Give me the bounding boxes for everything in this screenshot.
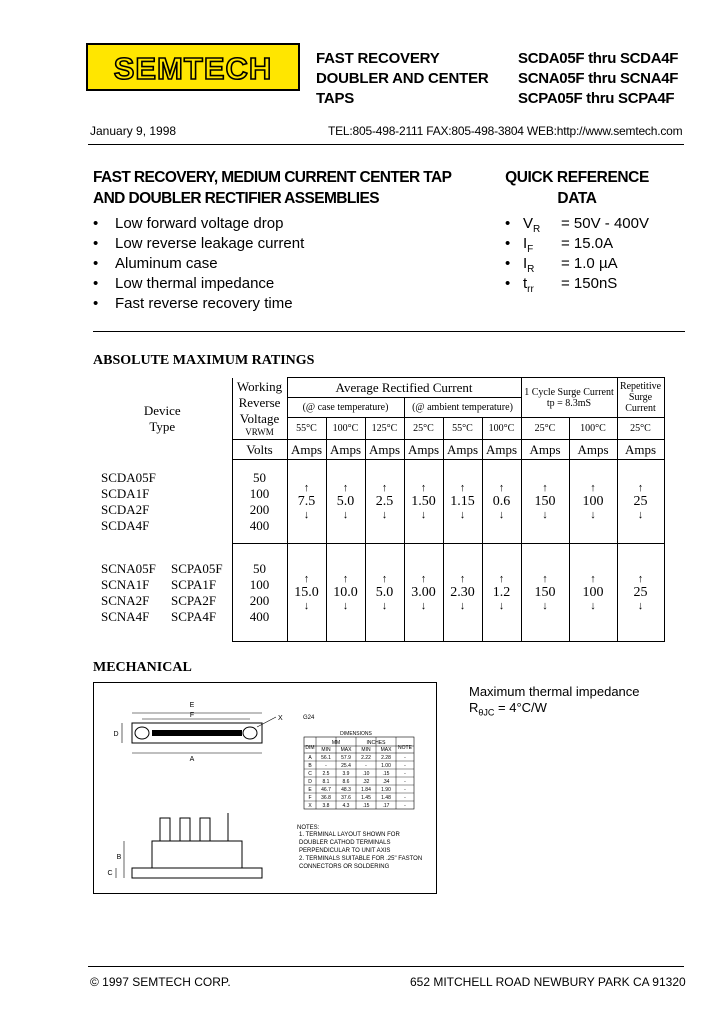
- main-title: [93, 167, 451, 209]
- surge-current-header: [521, 378, 617, 418]
- current-value: 0.6: [492, 493, 511, 509]
- arrow-up-icon: ↑: [637, 572, 644, 585]
- current-value: 100: [582, 493, 604, 509]
- current-value: 150: [534, 493, 556, 509]
- mounting-hole-right: [243, 727, 257, 739]
- part-range: SCPA05F thru SCPA4F: [518, 90, 675, 107]
- current-cell: [617, 544, 664, 642]
- part-range: SCNA05F thru SCNA4F: [518, 70, 679, 87]
- qr-symbol: V: [523, 215, 534, 232]
- dim-cell: E: [308, 787, 312, 793]
- arrow-down-icon: ↓: [342, 508, 349, 521]
- dim-cell: 56.1: [321, 755, 331, 761]
- device-type: SCNA4F: [101, 608, 150, 624]
- label-c: C: [107, 870, 113, 877]
- note-item: 2. TERMINALS SUITABLE FOR .25" FASTON CONNECTORS OR SOLDERING: [299, 856, 423, 870]
- mechanical-drawing: [93, 682, 437, 894]
- device-type: SCDA4F: [101, 517, 150, 533]
- temp-header: 25°C: [521, 418, 569, 440]
- current-value: 100: [582, 584, 604, 600]
- terminal-1: [160, 818, 170, 841]
- feature-text: Fast reverse recovery time: [115, 295, 293, 312]
- voltage-value: 50: [253, 469, 266, 485]
- arrow-down-icon: ↓: [459, 599, 466, 612]
- case-temp-header: (@ case temperature): [287, 398, 404, 418]
- arrow-down-icon: ↓: [498, 508, 505, 521]
- case-slot: [152, 730, 242, 736]
- header-text: Current: [625, 403, 656, 414]
- voltage-value: 100: [249, 576, 270, 592]
- temp-header: 55°C: [287, 418, 326, 440]
- feature-text: Low forward voltage drop: [115, 215, 284, 232]
- unit-amps: Amps: [617, 440, 664, 460]
- quick-reference-list: [505, 214, 649, 294]
- label-f: F: [189, 712, 195, 719]
- feature-text: Low thermal impedance: [115, 275, 275, 292]
- case-base: [132, 868, 262, 878]
- header-title-line: TAPS: [316, 90, 355, 107]
- unit-amps: Amps: [404, 440, 443, 460]
- arrow-down-icon: ↓: [420, 508, 427, 521]
- device-group-scna-scpa: [93, 544, 232, 642]
- arrow-down-icon: ↓: [542, 599, 548, 612]
- dim-cell: -: [404, 779, 406, 785]
- dim-cell: 46.7: [321, 787, 331, 793]
- thermal-value: = 4°C/W: [494, 700, 547, 715]
- dim-cell: 3.9: [342, 771, 350, 777]
- device-header-cell: [93, 378, 232, 460]
- current-cell: [287, 460, 326, 544]
- current-value: 150: [534, 584, 556, 600]
- header-title: [316, 49, 489, 109]
- part-range: SCDA05F thru SCDA4F: [518, 50, 679, 67]
- header-text: 1 Cycle Surge Current: [524, 386, 614, 398]
- temp-header: 100°C: [482, 418, 521, 440]
- device-type: SCPA4F: [171, 608, 217, 624]
- arrow-up-icon: ↑: [590, 572, 596, 585]
- thermal-label: Maximum thermal impedance: [469, 684, 640, 699]
- current-cell: [326, 460, 365, 544]
- arrow-down-icon: ↓: [420, 599, 427, 612]
- voltage-value: 50: [253, 560, 266, 576]
- feature-item: • Low reverse leakage current: [93, 235, 305, 252]
- footer-copyright: © 1997 SEMTECH CORP.: [90, 975, 231, 989]
- arrow-up-icon: ↑: [420, 572, 427, 585]
- header-part-numbers: [518, 49, 678, 109]
- dim-cell: .34: [382, 779, 390, 785]
- arrow-up-icon: ↑: [459, 481, 466, 494]
- arrow-up-icon: ↑: [342, 572, 349, 585]
- device-type: SCDA1F: [101, 485, 150, 501]
- max-header: MAX: [340, 747, 352, 753]
- unit-amps: Amps: [521, 440, 569, 460]
- repetitive-surge-header: [617, 378, 664, 418]
- current-value: 1.50: [411, 493, 436, 509]
- main-title-line: FAST RECOVERY, MEDIUM CURRENT CENTER TAP: [93, 169, 452, 186]
- qr-symbol: t: [523, 275, 528, 292]
- qr-item: • $V_R$ = 50V - 400V: [505, 215, 649, 235]
- device-type: SCDA2F: [101, 501, 150, 517]
- current-cell: [365, 544, 404, 642]
- dim-cell: 2.5: [322, 771, 330, 777]
- dim-cell: 37.6: [341, 795, 351, 801]
- current-cell: [404, 544, 443, 642]
- leader-x: [257, 717, 276, 727]
- dim-col-header: DIM: [305, 745, 315, 751]
- qr-value: = 50V - 400V: [561, 215, 649, 232]
- logo-text: SEMTECH: [113, 51, 273, 86]
- max-header: MAX: [380, 747, 392, 753]
- current-cell: [521, 544, 569, 642]
- header-text: Voltage: [239, 411, 280, 427]
- dimension-table: [304, 737, 414, 809]
- temp-header: 25°C: [617, 418, 664, 440]
- device-type: SCDA05F: [101, 469, 156, 485]
- current-value: 5.0: [375, 584, 394, 600]
- min-header: MIN: [361, 747, 371, 753]
- header-text: Reverse: [238, 395, 281, 411]
- dim-cell: 1.00: [381, 763, 391, 769]
- arrow-down-icon: ↓: [459, 508, 466, 521]
- ratings-title: ABSOLUTE MAXIMUM RATINGS: [93, 353, 315, 368]
- dim-cell: X: [308, 803, 312, 809]
- current-cell: [617, 460, 664, 544]
- header-title-line: FAST RECOVERY: [316, 50, 440, 67]
- dim-cell: -: [404, 763, 406, 769]
- note-header: NOTE: [398, 745, 412, 751]
- notes-title: NOTES:: [297, 825, 320, 831]
- qr-subscript: F: [527, 244, 534, 255]
- dim-cell: 36.8: [321, 795, 331, 801]
- current-value: 5.0: [336, 493, 355, 509]
- arrow-down-icon: ↓: [342, 599, 349, 612]
- arrow-up-icon: ↑: [342, 481, 349, 494]
- avg-current-header: Average Rectified Current: [287, 378, 521, 398]
- qr-value: = 15.0A: [561, 235, 614, 252]
- current-cell: [443, 544, 482, 642]
- dim-cell: C: [308, 771, 312, 777]
- arrow-up-icon: ↑: [542, 572, 548, 585]
- working-voltage-header: [232, 378, 287, 440]
- voltage-value: 200: [249, 501, 270, 517]
- dim-cell: 2.28: [381, 755, 391, 761]
- qr-value: = 150nS: [561, 275, 618, 292]
- dims-header: DIMENSIONS: [340, 731, 372, 737]
- arrow-up-icon: ↑: [420, 481, 427, 494]
- current-cell: [404, 460, 443, 544]
- qr-title-line: QUICK REFERENCE: [505, 169, 649, 186]
- dim-cell: .15: [362, 803, 370, 809]
- current-cell: [287, 544, 326, 642]
- ambient-temp-header: (@ ambient temperature): [404, 398, 521, 418]
- thermal-impedance: [469, 684, 640, 721]
- current-value: 1.15: [450, 493, 475, 509]
- mm-header: MM: [331, 740, 341, 746]
- min-header: MIN: [321, 747, 331, 753]
- qr-value: = 1.0 µA: [561, 255, 618, 272]
- current-cell: [569, 460, 617, 544]
- semtech-logo: [86, 43, 300, 91]
- device-type: SCNA1F: [101, 576, 150, 592]
- section-divider: [93, 331, 685, 332]
- header-text: VRWM: [245, 427, 274, 438]
- current-value: 2.30: [450, 584, 475, 600]
- temp-header: 55°C: [443, 418, 482, 440]
- header-title-line: DOUBLER AND CENTER: [316, 70, 489, 87]
- dim-cell: -: [404, 771, 406, 777]
- dim-cell: -: [325, 763, 327, 769]
- mounting-hole-left: [135, 727, 149, 739]
- qr-symbol: I: [523, 255, 528, 272]
- device-type: SCPA2F: [171, 592, 217, 608]
- arrow-down-icon: ↓: [590, 508, 596, 521]
- dim-cell: 8.1: [322, 779, 330, 785]
- unit-amps: Amps: [482, 440, 521, 460]
- dim-cell: -: [404, 787, 406, 793]
- arrow-down-icon: ↓: [637, 599, 644, 612]
- footer-address: 652 MITCHELL ROAD NEWBURY PARK CA 91320: [410, 975, 686, 989]
- ratings-table: [93, 377, 665, 642]
- contact-info: TEL:805-498-2111 FAX:805-498-3804 WEB:http://www.semtech.com: [328, 124, 683, 138]
- dim-cell: 1.90: [381, 787, 391, 793]
- dim-cell: 4.3: [342, 803, 350, 809]
- qr-item: • $t_{rr}$ = 150nS: [505, 275, 618, 295]
- dim-cell: 25.4: [341, 763, 351, 769]
- header-text: Surge: [628, 392, 653, 403]
- arrow-down-icon: ↓: [498, 599, 505, 612]
- dim-cell: -: [404, 803, 406, 809]
- voltage-value: 400: [249, 608, 270, 624]
- current-cell: [569, 544, 617, 642]
- inches-header: INCHES: [366, 740, 386, 746]
- qr-subscript: rr: [527, 284, 534, 295]
- document-date: January 9, 1998: [90, 124, 177, 138]
- voltage-group: [232, 544, 287, 642]
- dim-cell: -: [404, 755, 406, 761]
- arrow-down-icon: ↓: [637, 508, 644, 521]
- voltage-value: 400: [249, 517, 270, 533]
- temp-header: 100°C: [569, 418, 617, 440]
- label-b: B: [116, 854, 122, 861]
- arrow-up-icon: ↑: [303, 481, 310, 494]
- notes-block: [299, 831, 429, 891]
- dim-cell: .17: [382, 803, 390, 809]
- dim-cell: 3.8: [322, 803, 330, 809]
- voltage-value: 200: [249, 592, 270, 608]
- feature-item: • Aluminum case: [93, 255, 218, 272]
- package-code: G24: [303, 715, 315, 721]
- qr-subscript: R: [527, 264, 535, 275]
- temp-header: 125°C: [365, 418, 404, 440]
- dim-cell: .10: [362, 771, 370, 777]
- current-value: 7.5: [297, 493, 316, 509]
- arrow-up-icon: ↑: [637, 481, 644, 494]
- dim-cell: B: [308, 763, 312, 769]
- case-body: [152, 841, 242, 868]
- device-type: SCPA1F: [171, 576, 217, 592]
- dim-cell: 48.3: [341, 787, 351, 793]
- qr-subscript: R: [533, 224, 541, 235]
- dim-cell: A: [308, 755, 312, 761]
- qr-item: • $I_F$ = 15.0A: [505, 235, 614, 255]
- current-value: 25: [633, 584, 648, 600]
- arrow-down-icon: ↓: [381, 508, 388, 521]
- feature-list: [93, 214, 304, 314]
- unit-volts: Volts: [232, 440, 287, 460]
- current-value: 10.0: [333, 584, 358, 600]
- label-d: D: [113, 731, 119, 738]
- terminal-3: [200, 818, 210, 841]
- footer-divider: [88, 966, 684, 967]
- dim-cell: D: [308, 779, 312, 785]
- current-value: 2.5: [375, 493, 394, 509]
- label-a: A: [189, 756, 195, 763]
- arrow-up-icon: ↑: [381, 572, 388, 585]
- device-type: SCNA2F: [101, 592, 150, 608]
- dim-cell: 1.84: [361, 787, 371, 793]
- dim-cell: 1.48: [381, 795, 391, 801]
- current-cell: [326, 544, 365, 642]
- device-header: Type: [149, 418, 176, 434]
- current-value: 3.00: [411, 584, 436, 600]
- feature-item: • Fast reverse recovery time: [93, 295, 293, 312]
- dim-cell: 1.45: [361, 795, 371, 801]
- arrow-up-icon: ↑: [498, 572, 505, 585]
- dim-cell: -: [404, 795, 406, 801]
- thermal-subscript: θJC: [478, 707, 495, 718]
- current-value: 1.2: [492, 584, 511, 600]
- feature-item: • Low thermal impedance: [93, 275, 275, 292]
- temp-header: 25°C: [404, 418, 443, 440]
- dim-cell: -: [365, 763, 367, 769]
- device-type: SCNA05F: [101, 560, 156, 576]
- unit-amps: Amps: [365, 440, 404, 460]
- arrow-up-icon: ↑: [542, 481, 548, 494]
- current-cell: [521, 460, 569, 544]
- arrow-up-icon: ↑: [303, 572, 310, 585]
- unit-amps: Amps: [569, 440, 617, 460]
- feature-text: Aluminum case: [115, 255, 218, 272]
- unit-amps: Amps: [326, 440, 365, 460]
- dim-cell: F: [308, 795, 312, 801]
- arrow-down-icon: ↓: [590, 599, 596, 612]
- arrow-up-icon: ↑: [590, 481, 596, 494]
- current-value: 25: [633, 493, 648, 509]
- dim-cell: 2.22: [361, 755, 371, 761]
- qr-title-line: DATA: [557, 190, 597, 207]
- feature-text: Low reverse leakage current: [115, 235, 305, 252]
- mechanical-title: MECHANICAL: [93, 660, 192, 675]
- feature-item: • Low forward voltage drop: [93, 215, 284, 232]
- device-header: Device: [143, 402, 181, 418]
- current-cell: [443, 460, 482, 544]
- qr-symbol: I: [523, 235, 528, 252]
- thermal-symbol: R: [469, 700, 479, 715]
- arrow-down-icon: ↓: [303, 599, 310, 612]
- arrow-up-icon: ↑: [498, 481, 505, 494]
- label-e: E: [189, 702, 195, 709]
- qr-item: • $I_R$ = 1.0 µA: [505, 255, 618, 275]
- device-group-scda: [93, 460, 232, 544]
- dim-cell: .32: [362, 779, 370, 785]
- arrow-down-icon: ↓: [381, 599, 388, 612]
- terminal-2: [180, 818, 190, 841]
- header-divider: [88, 144, 684, 145]
- arrow-down-icon: ↓: [542, 508, 548, 521]
- temp-header: 100°C: [326, 418, 365, 440]
- current-cell: [482, 544, 521, 642]
- label-x: X: [278, 715, 283, 722]
- dim-cell: 57.9: [341, 755, 351, 761]
- current-cell: [482, 460, 521, 544]
- dim-cell: 8.6: [342, 779, 350, 785]
- dim-cell: .15: [382, 771, 390, 777]
- arrow-up-icon: ↑: [381, 481, 388, 494]
- main-title-line: AND DOUBLER RECTIFIER ASSEMBLIES: [93, 190, 379, 207]
- unit-amps: Amps: [443, 440, 482, 460]
- note-item: 1. TERMINAL LAYOUT SHOWN FOR DOUBLER CATHOD TERMINALS PERPENDICULAR TO UNIT AXIS: [299, 832, 400, 854]
- quick-reference-title: [500, 167, 654, 209]
- arrow-up-icon: ↑: [459, 572, 466, 585]
- device-type: SCPA05F: [171, 560, 223, 576]
- current-cell: [365, 460, 404, 544]
- header-text: Repetitive: [619, 381, 662, 392]
- current-value: 15.0: [294, 584, 319, 600]
- voltage-group: [232, 460, 287, 544]
- voltage-value: 100: [249, 485, 270, 501]
- header-text: tp = 8.3mS: [546, 397, 592, 409]
- unit-amps: Amps: [287, 440, 326, 460]
- header-text: Working: [236, 379, 283, 395]
- arrow-down-icon: ↓: [303, 508, 310, 521]
